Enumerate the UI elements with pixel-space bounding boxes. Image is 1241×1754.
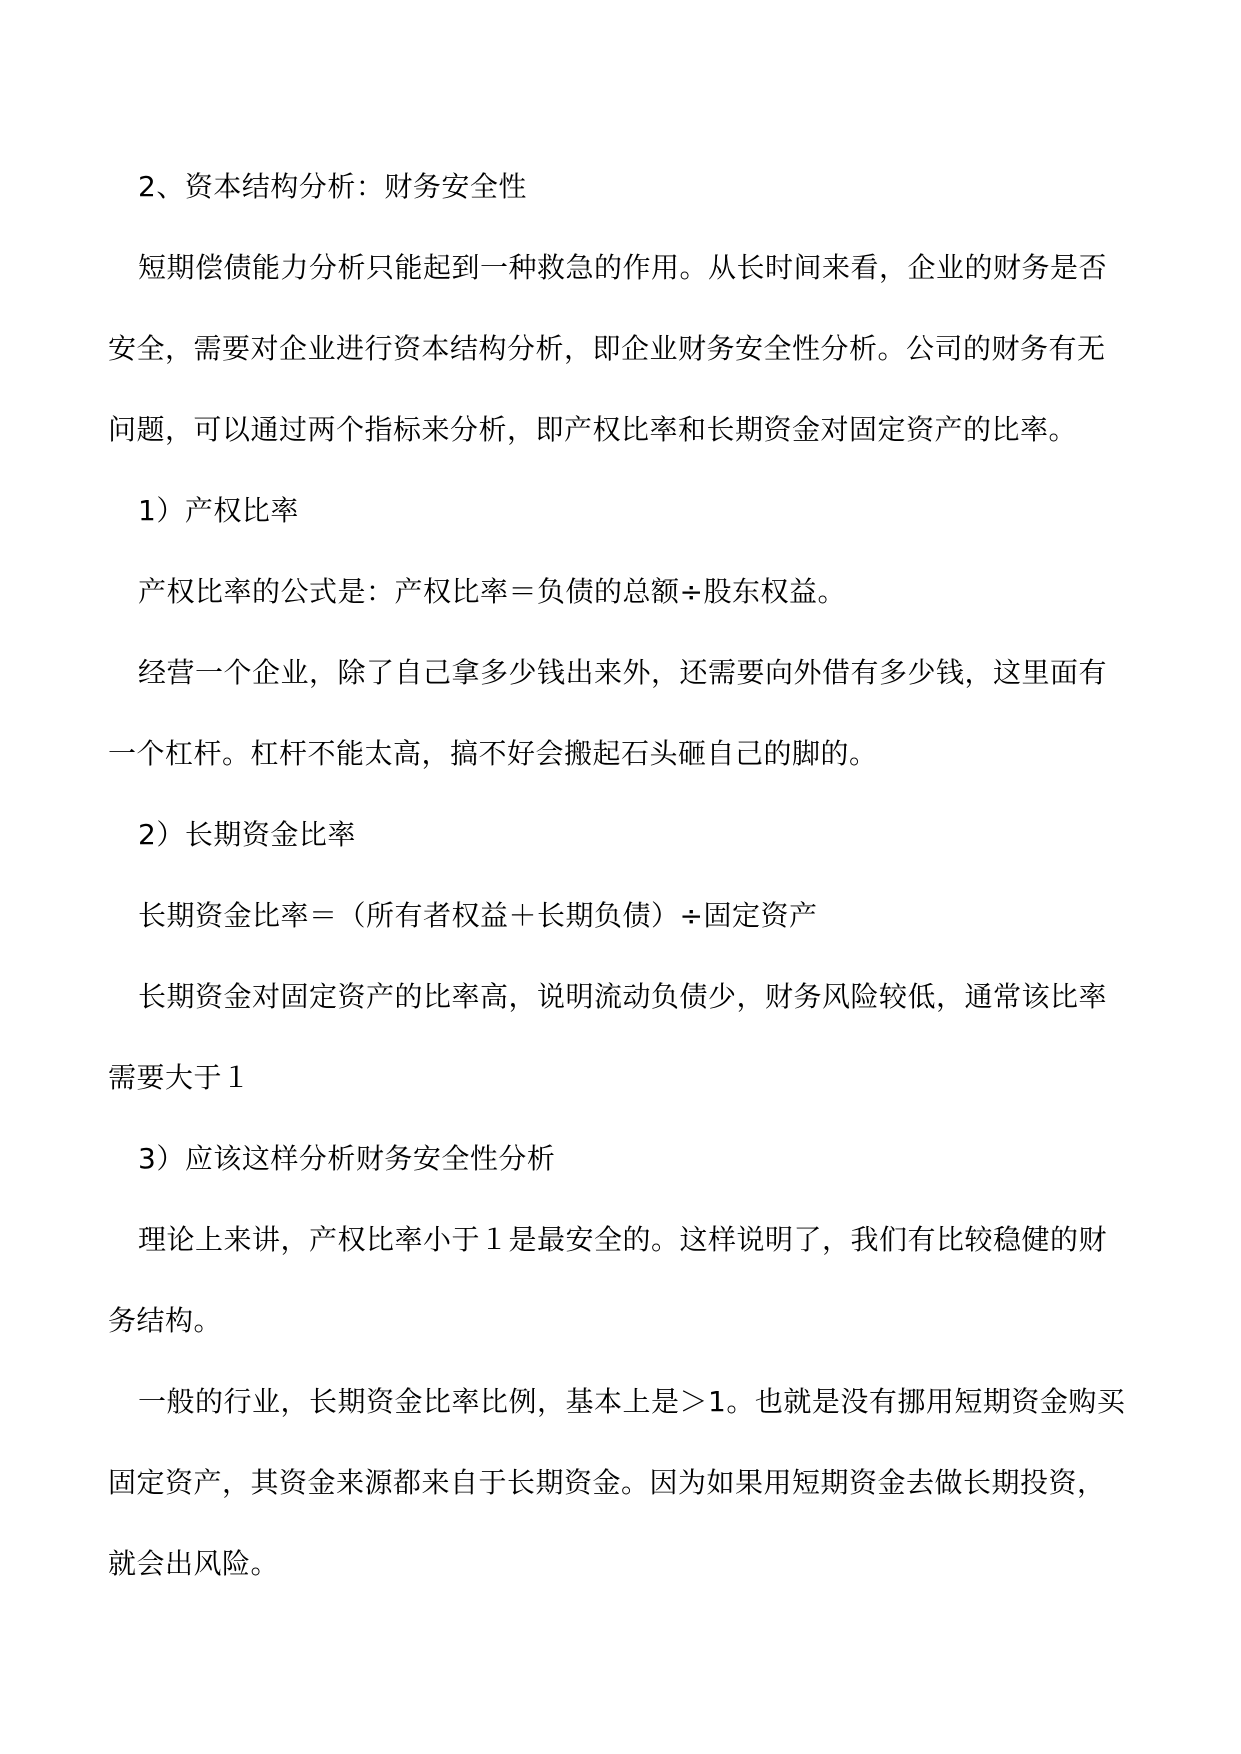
paragraph-leverage — [108, 653, 1136, 774]
paragraph-line: 务结构。 — [108, 1304, 223, 1337]
paragraph-line: 需要大于１ — [108, 1061, 251, 1094]
document-body — [108, 167, 1136, 1625]
heading-line: 2、资本结构分析：财务安全性 — [138, 170, 527, 203]
subheading-long-term-capital-ratio — [108, 815, 1136, 855]
paragraph-line: 一个杠杆。杠杆不能太高，搞不好会搬起石头砸自己的脚的。 — [108, 737, 878, 770]
paragraph-line: 长期资金比率＝（所有者权益＋长期负债）÷固定资产 — [138, 899, 818, 932]
paragraph-line: 经营一个企业，除了自己拿多少钱出来外，还需要向外借有多少钱，这里面有 — [138, 656, 1108, 689]
paragraph-line: 一般的行业，长期资金比率比例，基本上是＞1。也就是没有挪用短期资金购买 — [138, 1385, 1126, 1418]
heading-line: 2）长期资金比率 — [138, 818, 356, 851]
paragraph-line: 产权比率的公式是：产权比率＝负债的总额÷股东权益。 — [138, 575, 846, 608]
heading-line: 3）应该这样分析财务安全性分析 — [138, 1142, 556, 1175]
subheading-equity-ratio — [108, 491, 1136, 531]
paragraph-line: 长期资金对固定资产的比率高，说明流动负债少，财务风险较低，通常该比率 — [138, 980, 1108, 1013]
paragraph-line: 就会出风险。 — [108, 1547, 280, 1580]
paragraph-line: 问题，可以通过两个指标来分析，即产权比率和长期资金对固定资产的比率。 — [108, 413, 1078, 446]
paragraph-general-industry — [108, 1382, 1136, 1584]
paragraph-long-term-capital-explanation — [108, 977, 1136, 1098]
paragraph-theory — [108, 1220, 1136, 1341]
paragraph-equity-ratio-formula — [108, 572, 1136, 612]
paragraph-line: 理论上来讲，产权比率小于１是最安全的。这样说明了，我们有比较稳健的财 — [138, 1223, 1108, 1256]
paragraph-short-term-solvency — [108, 248, 1136, 450]
subheading-how-to-analyze — [108, 1139, 1136, 1179]
paragraph-long-term-capital-formula — [108, 896, 1136, 936]
paragraph-line: 固定资产，其资金来源都来自于长期资金。因为如果用短期资金去做长期投资， — [108, 1466, 1106, 1499]
heading-line: 1）产权比率 — [138, 494, 299, 527]
paragraph-line: 安全，需要对企业进行资本结构分析，即企业财务安全性分析。公司的财务有无 — [108, 332, 1106, 365]
paragraph-line: 短期偿债能力分析只能起到一种救急的作用。从长时间来看，企业的财务是否 — [138, 251, 1108, 284]
section-heading-capital-structure — [108, 167, 1136, 207]
